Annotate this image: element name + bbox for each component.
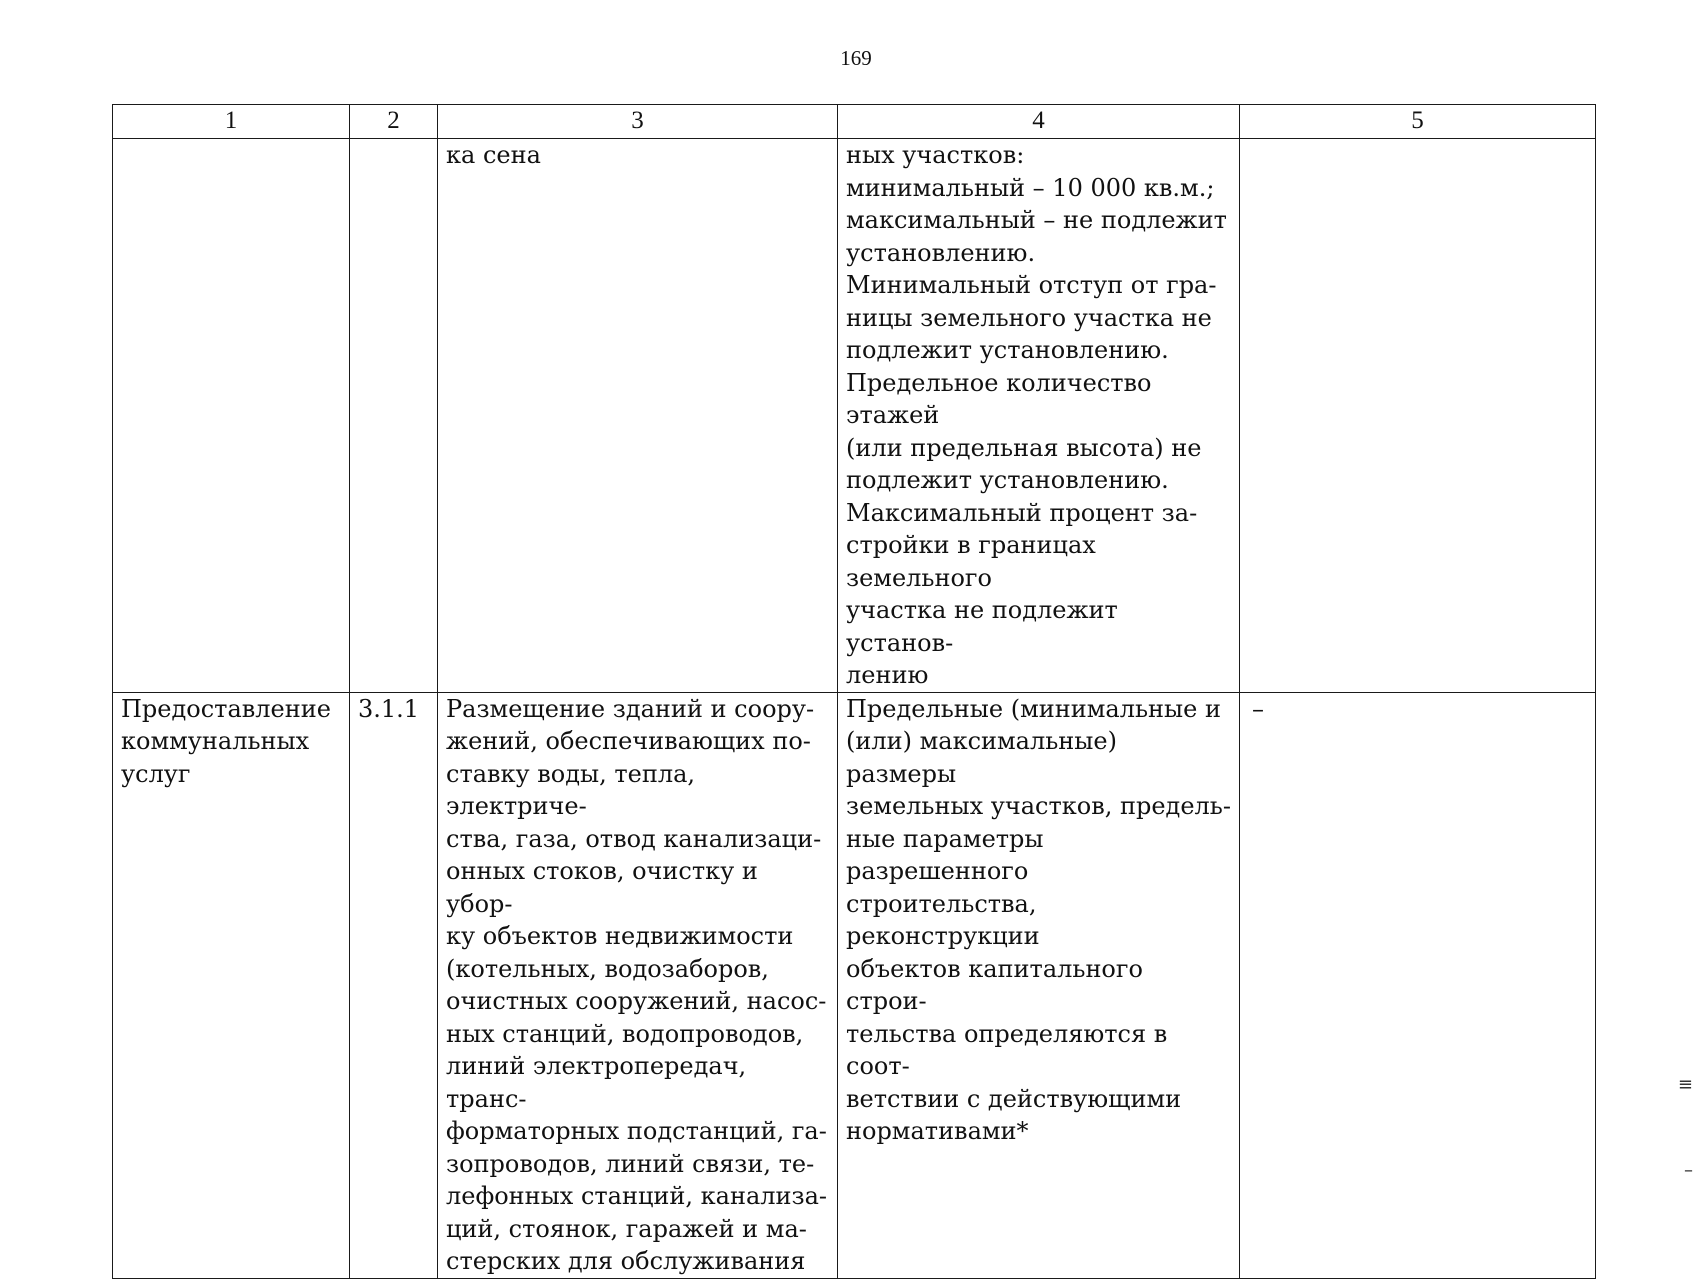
cell-parameters: ных участков: минимальный – 10 000 кв.м.; максимальный – не подлежит установлению. Минимальный отступ от гра- ницы земельного участка не подлежит установлению. Предельное количество этажей (или предельная высота) не подлежит установлению. Максимальный процент за- стройки в границах земельного участка не подлежит установ- лению (838, 139, 1240, 693)
column-header-2: 2 (350, 105, 438, 139)
margin-mark: – (1684, 1160, 1693, 1181)
cell-description: ка сена (438, 139, 838, 693)
margin-mark: ≡ (1677, 1074, 1693, 1095)
page-number: 169 (840, 46, 872, 70)
table-header-row (113, 105, 1596, 139)
cell-parameters: Предельные (минимальные и (или) максимальные) размеры земельных участков, предель- ные параметры разрешенного строительства, реконструкции объектов капитального строи- тельства определяются в соот- ветствии с действующими нормативами* (838, 692, 1240, 1278)
cell-name: Предоставление коммунальных услуг (113, 692, 350, 1278)
table-row (113, 139, 1596, 693)
cell-name (113, 139, 350, 693)
column-header-4: 4 (838, 105, 1240, 139)
cell-description: Размещение зданий и соору- жений, обеспечивающих по- ставку воды, тепла, электриче- ства, газа, отвод канализаци- онных стоков, очистку и убор- ку объектов недвижимости (котельных, водозаборов, очистных сооружений, насос- ных станций, водопроводов, линий электропередач, транс- форматорных подстанций, га- зопроводов, линий связи, те- лефонных станций, канализа- ций, стоянок, гаражей и ма- стерских для обслуживания (438, 692, 838, 1278)
column-header-3: 3 (438, 105, 838, 139)
cell-restrictions (1240, 139, 1596, 693)
cell-restrictions: – (1240, 692, 1596, 1278)
column-header-5: 5 (1240, 105, 1596, 139)
cell-code: 3.1.1 (350, 692, 438, 1278)
cell-code (350, 139, 438, 693)
regulations-table (112, 104, 1596, 1279)
column-header-1: 1 (113, 105, 350, 139)
table-row (113, 692, 1596, 1278)
